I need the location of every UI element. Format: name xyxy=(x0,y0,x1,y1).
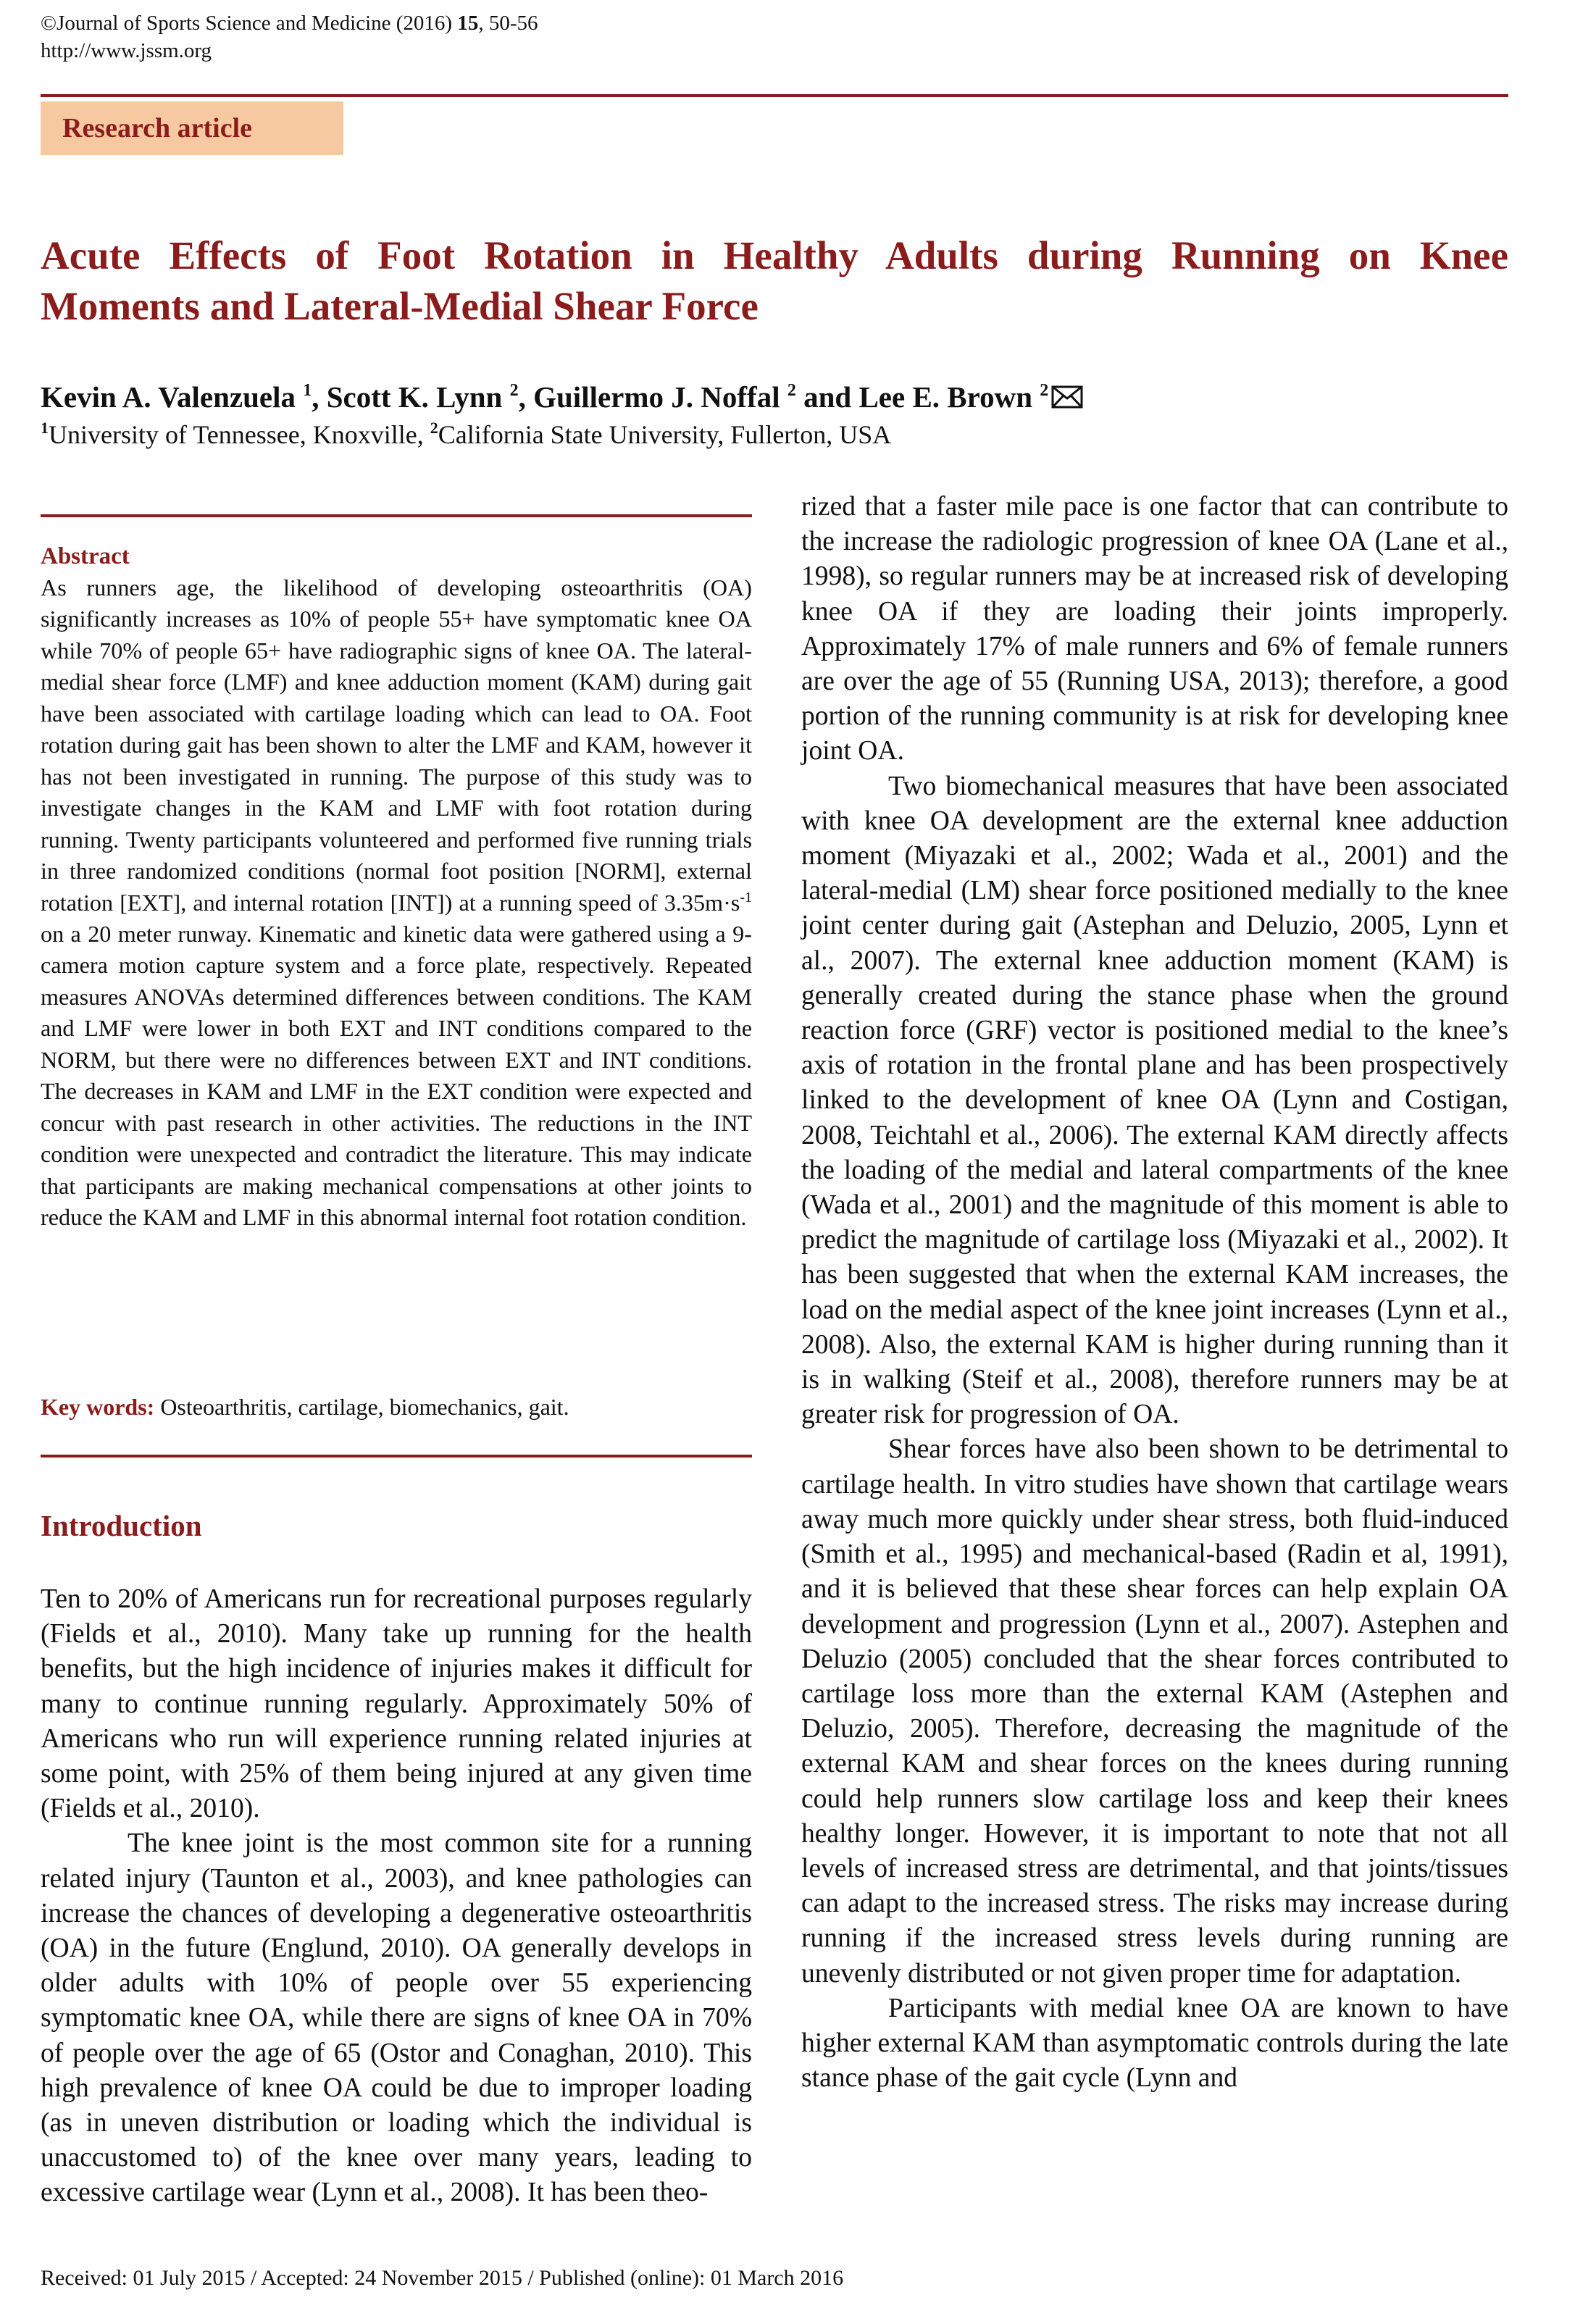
body-paragraph: rized that a faster mile pace is one factor that can contribute to the increase the radiologic progression of knee OA (Lane et al., 1998), so regular runners may be at increased risk of developing knee OA if they are loading their joints improperly. Approximately 17% of male runners and 6% of female runners are over the age of 55 (Running USA, 2013); therefore, a good portion of the running community is at risk for developing knee joint OA. xyxy=(801,492,1508,766)
affiliation-number: 2 xyxy=(430,419,438,437)
article-type-label: Research article xyxy=(62,113,253,143)
introduction-left-column xyxy=(41,1582,752,2211)
body-paragraph: Participants with medial knee OA are known to have higher external KAM than asymptomatic controls during the late stance phase of the gait cycle (Lynn and xyxy=(801,1993,1508,2094)
keywords xyxy=(41,1391,752,1423)
journal-volume: 15 xyxy=(457,12,479,35)
article-title xyxy=(41,230,1508,332)
publication-dates: Received: 01 July 2015 / Accepted: 24 November 2015 / Published (online): 01 March 2016 xyxy=(41,2266,844,2290)
author-name: Kevin A. Valenzuela xyxy=(41,380,304,414)
header-divider xyxy=(41,94,1508,97)
title-line-1: Acute Effects of Foot Rotation in Healthy Adults during Running on Knee xyxy=(41,233,1508,277)
author-list xyxy=(41,377,1083,417)
journal-name: ©Journal of Sports Science and Medicine (2016) xyxy=(41,12,458,35)
abstract-body xyxy=(41,572,752,1234)
title-line-2: Moments and Lateral-Medial Shear Force xyxy=(41,284,759,328)
affiliation-list xyxy=(41,417,891,452)
author-affiliation-marker: 1 xyxy=(303,381,312,400)
journal-url[interactable]: http://www.jssm.org xyxy=(41,39,212,62)
body-paragraph: Shear forces have also been shown to be detrimental to cartilage health. In vitro studies have shown that cartilage wears away much more quickly under shear stress, both fluid-induced (Smith et al., 1995) and mechanical-based (Radin et al, 1991), and it is believed that these shear forces can help explain OA development and progression (Lynn et al., 2007). Astephen and Deluzio (2005) concluded that the shear forces contributed to cartilage loss more than the external KAM (Astephen and Deluzio, 2005). Therefore, decreasing the magnitude of the external KAM and shear forces on the knees during running could help runners slow cartilage loss and keep their knees healthy longer. However, it is important to note that not all levels of increased stress are detrimental, and that joints/tissues can adapt to the increased stress. The risks may increase during running if the increased stress levels during running are unevenly distributed or not given proper time for adaptation. xyxy=(801,1434,1508,1989)
author-affiliation-marker: 2 xyxy=(1040,381,1049,400)
introduction-right-column xyxy=(801,490,1508,2096)
keywords-list: Osteoarthritis, cartilage, biomechanics, gait. xyxy=(154,1394,569,1420)
envelope-icon[interactable] xyxy=(1051,385,1083,409)
author-affiliation-marker: 2 xyxy=(787,381,796,400)
article-type-badge xyxy=(41,101,343,155)
author-name: and Lee E. Brown xyxy=(795,380,1040,414)
abstract-text-part: As runners age, the likelihood of developing osteoarthritis (OA) significantly increases as 10% of people 55+ have symptomatic knee OA while 70% of people 65+ have radiographic signs of knee OA. The lateral-medial shear force (LMF) and knee adduction moment (KAM) during gait have been associated with cartilage loading which can lead to OA. Foot rotation during gait has been shown to alter the LMF and KAM, however it has not been investigated in running. The purpose of this study was to investigate changes in the KAM and LMF with foot rotation during running. Twenty participants volunteered and performed five running trials in three randomized conditions (normal foot position [NORM], external rotation [EXT], and internal rotation [INT]) at a running speed of 3.35m·s xyxy=(41,574,752,916)
affiliation-text: California State University, Fullerton, USA xyxy=(438,420,892,449)
abstract-top-divider xyxy=(41,514,752,517)
body-paragraph: Two biomechanical measures that have been associated with knee OA development are the external knee adduction moment (Miyazaki et al., 2002; Wada et al., 2001) and the lateral-medial (LM) shear force positioned medially to the knee joint center during gait (Astephan and Deluzio, 2005, Lynn et al., 2007). The external knee adduction moment (KAM) is generally created during the stance phase when the ground reaction force (GRF) vector is positioned medial to the knee’s axis of rotation in the frontal plane and has been prospectively linked to the development of knee OA (Lynn and Costigan, 2008, Teichtahl et al., 2006). The external KAM directly affects the loading of the medial and lateral compartments of the knee (Wada et al., 2001) and the magnitude of this moment is able to predict the magnitude of cartilage loss (Miyazaki et al., 2002). It has been suggested that when the external KAM increases, the load on the medial aspect of the knee joint increases (Lynn et al., 2008). Also, the external KAM is higher during running than it is in walking (Steif et al., 2008), therefore runners may be at greater risk for progression of OA. xyxy=(801,771,1508,1430)
journal-pages: , 50-56 xyxy=(478,12,538,35)
affiliation-text: University of Tennessee, Knoxville, xyxy=(49,420,430,449)
author-name: , Scott K. Lynn xyxy=(312,380,510,414)
affiliation-number: 1 xyxy=(41,419,49,437)
abstract-bottom-divider xyxy=(41,1455,752,1458)
introduction-heading: Introduction xyxy=(41,1509,202,1542)
body-paragraph: The knee joint is the most common site for a running related injury (Taunton et al., 2003), and knee pathologies can increase the chances of developing a degenerative osteoarthritis (OA) in the future (Englund, 2010). OA generally develops in older adults with 10% of people over 55 experiencing symptomatic knee OA, while there are signs of knee OA in 70% of people over the age of 65 (Ostor and Conaghan, 2010). This high prevalence of knee OA could be due to improper loading (as in uneven distribution or loading which the individual is unaccustomed to) of the knee over many years, leading to excessive cartilage wear (Lynn et al., 2008). It has been theo- xyxy=(41,1828,752,2208)
author-affiliation-marker: 2 xyxy=(509,381,519,400)
keywords-label: Key words: xyxy=(41,1394,155,1420)
abstract-heading: Abstract xyxy=(41,543,130,569)
body-paragraph: Ten to 20% of Americans run for recreational purposes regularly (Fields et al., 2010). Many take up running for the health benefits, but the high incidence of injuries makes it difficult for many to continue running regularly. Approximately 50% of Americans who run will experience running related injuries at some point, with 25% of them being injured at any given time (Fields et al., 2010). xyxy=(41,1584,752,1824)
abstract-text-part: on a 20 meter runway. Kinematic and kinetic data were gathered using a 9-camera motion capture system and a force plate, respectively. Repeated measures ANOVAs determined differences between conditions. The KAM and LMF were lower in both EXT and INT conditions compared to the NORM, but there were no differences between EXT and INT conditions. The decreases in KAM and LMF in the EXT condition were expected and concur with past research in other activities. The reductions in the INT condition were unexpected and contradict the literature. This may indicate that participants are making mechanical compensations at other joints to reduce the KAM and LMF in this abnormal internal foot rotation condition. xyxy=(41,920,752,1231)
unit-exponent: -1 xyxy=(740,889,752,906)
author-name: , Guillermo J. Noffal xyxy=(518,380,787,414)
journal-citation xyxy=(41,9,538,38)
